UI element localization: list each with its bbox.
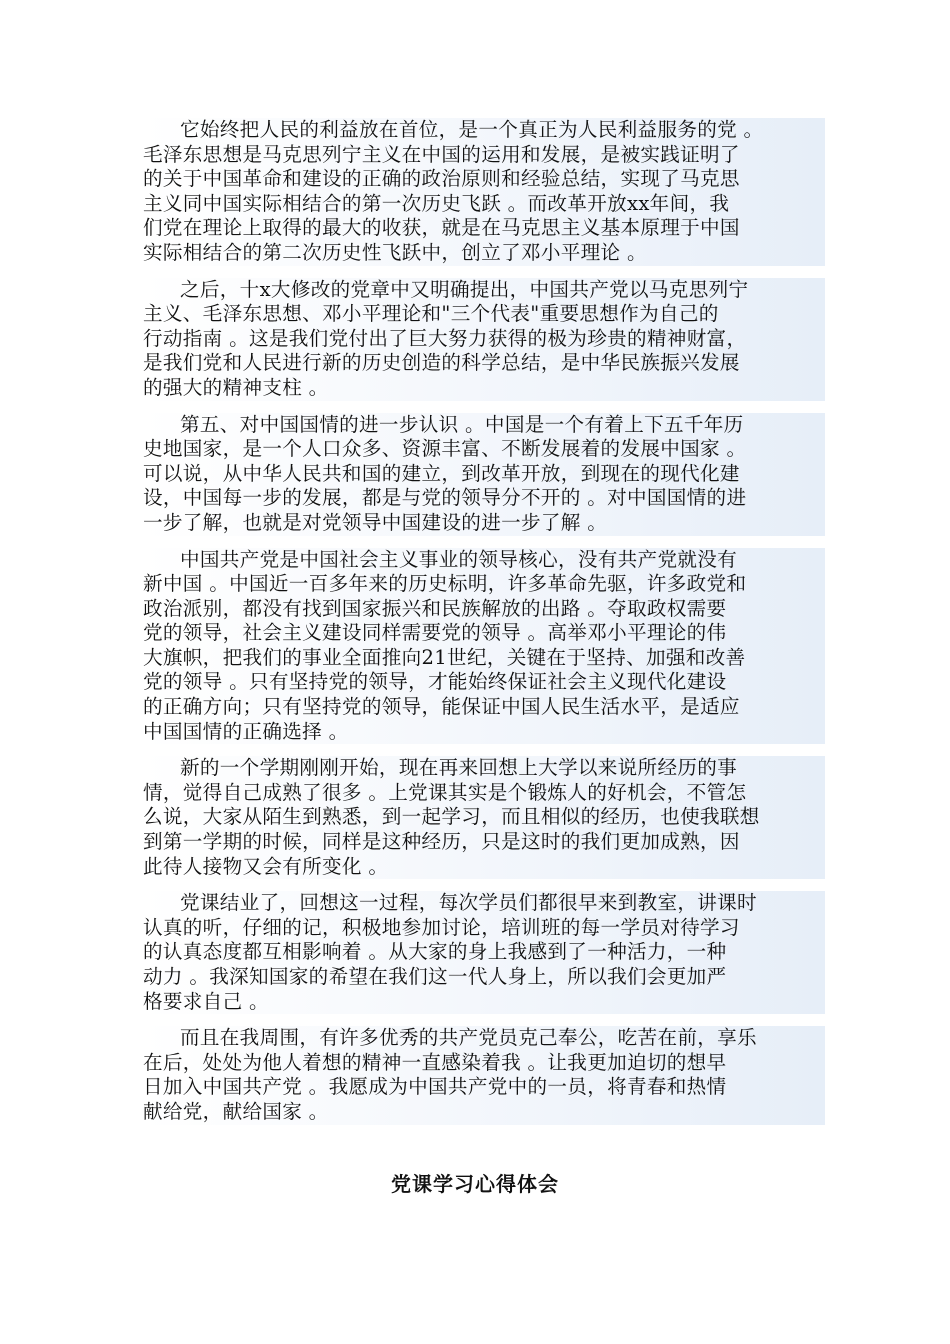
text-line: 中国共产党是中国社会主义事业的领导核心，没有共产党就没有 <box>143 548 825 573</box>
paragraph <box>143 278 825 401</box>
text-line: 此待人接物又会有所变化 。 <box>143 855 825 880</box>
text-line: 献给党，献给国家 。 <box>143 1100 825 1125</box>
paragraph <box>143 548 825 745</box>
text-line: 的认真态度都互相影响着 。从大家的身上我感到了一种活力，一种 <box>143 940 825 965</box>
text-line: 实际相结合的第二次历史性飞跃中，创立了邓小平理论 。 <box>143 241 825 266</box>
text-line: 中国国情的正确选择 。 <box>143 720 825 745</box>
text-line: 是我们党和人民进行新的历史创造的科学总结，是中华民族振兴发展 <box>143 351 825 376</box>
text-line: 设，中国每一步的发展，都是与党的领导分不开的 。对中国国情的进 <box>143 486 825 511</box>
text-line: 们党在理论上取得的最大的收获，就是在马克思主义基本原理于中国 <box>143 216 825 241</box>
text-line: 新的一个学期刚刚开始，现在再来回想上大学以来说所经历的事 <box>143 756 825 781</box>
text-line: 的强大的精神支柱 。 <box>143 376 825 401</box>
text-line: 到第一学期的时候，同样是这种经历，只是这时的我们更加成熟，因 <box>143 830 825 855</box>
text-line: 政治派别，都没有找到国家振兴和民族解放的出路 。夺取政权需要 <box>143 597 825 622</box>
text-line: 日加入中国共产党 。我愿成为中国共产党中的一员，将青春和热情 <box>143 1075 825 1100</box>
text-line: 的正确方向；只有坚持党的领导，能保证中国人民生活水平，是适应 <box>143 695 825 720</box>
text-line: 它始终把人民的利益放在首位，是一个真正为人民利益服务的党 。 <box>143 118 825 143</box>
text-line: 党的领导，社会主义建设同样需要党的领导 。高举邓小平理论的伟 <box>143 621 825 646</box>
text-line: 史地国家，是一个人口众多、资源丰富、不断发展着的发展中国家 。 <box>143 437 825 462</box>
text-line: 么说，大家从陌生到熟悉，到一起学习，而且相似的经历，也使我联想 <box>143 805 825 830</box>
document-body <box>143 118 825 1137</box>
text-line: 一步了解，也就是对党领导中国建设的进一步了解 。 <box>143 511 825 536</box>
text-line: 的关于中国革命和建设的正确的政治原则和经验总结，实现了马克思 <box>143 167 825 192</box>
text-line: 党课结业了，回想这一过程，每次学员们都很早来到教室，讲课时 <box>143 891 825 916</box>
text-line: 党的领导 。只有坚持党的领导，才能始终保证社会主义现代化建设 <box>143 670 825 695</box>
text-line: 之后，十x大修改的党章中又明确提出，中国共产党以马克思列宁 <box>143 278 825 303</box>
text-line: 主义同中国实际相结合的第一次历史飞跃 。而改革开放xx年间，我 <box>143 192 825 217</box>
paragraph <box>143 413 825 536</box>
text-line: 认真的听，仔细的记，积极地参加讨论，培训班的每一学员对待学习 <box>143 916 825 941</box>
text-line: 行动指南 。这是我们党付出了巨大努力获得的极为珍贵的精神财富， <box>143 327 825 352</box>
text-line: 主义、毛泽东思想、邓小平理论和"三个代表"重要思想作为自己的 <box>143 302 825 327</box>
section-heading: 党课学习心得体会 <box>391 1172 559 1196</box>
paragraph <box>143 1026 825 1124</box>
text-line: 动力 。我深知国家的希望在我们这一代人身上，所以我们会更加严 <box>143 965 825 990</box>
text-line: 格要求自己 。 <box>143 990 825 1015</box>
text-line: 在后，处处为他人着想的精神一直感染着我 。让我更加迫切的想早 <box>143 1051 825 1076</box>
text-line: 可以说，从中华人民共和国的建立，到改革开放，到现在的现代化建 <box>143 462 825 487</box>
text-line: 大旗帜，把我们的事业全面推向21世纪，关键在于坚持、加强和改善 <box>143 646 825 671</box>
text-line: 第五、对中国国情的进一步认识 。中国是一个有着上下五千年历 <box>143 413 825 438</box>
paragraph <box>143 756 825 879</box>
paragraph <box>143 891 825 1014</box>
text-line: 情，觉得自己成熟了很多 。上党课其实是个锻炼人的好机会，不管怎 <box>143 781 825 806</box>
text-line: 新中国 。中国近一百多年来的历史标明，许多革命先驱，许多政党和 <box>143 572 825 597</box>
text-line: 毛泽东思想是马克思列宁主义在中国的运用和发展，是被实践证明了 <box>143 143 825 168</box>
paragraph <box>143 118 825 266</box>
text-line: 而且在我周围，有许多优秀的共产党员克己奉公，吃苦在前，享乐 <box>143 1026 825 1051</box>
